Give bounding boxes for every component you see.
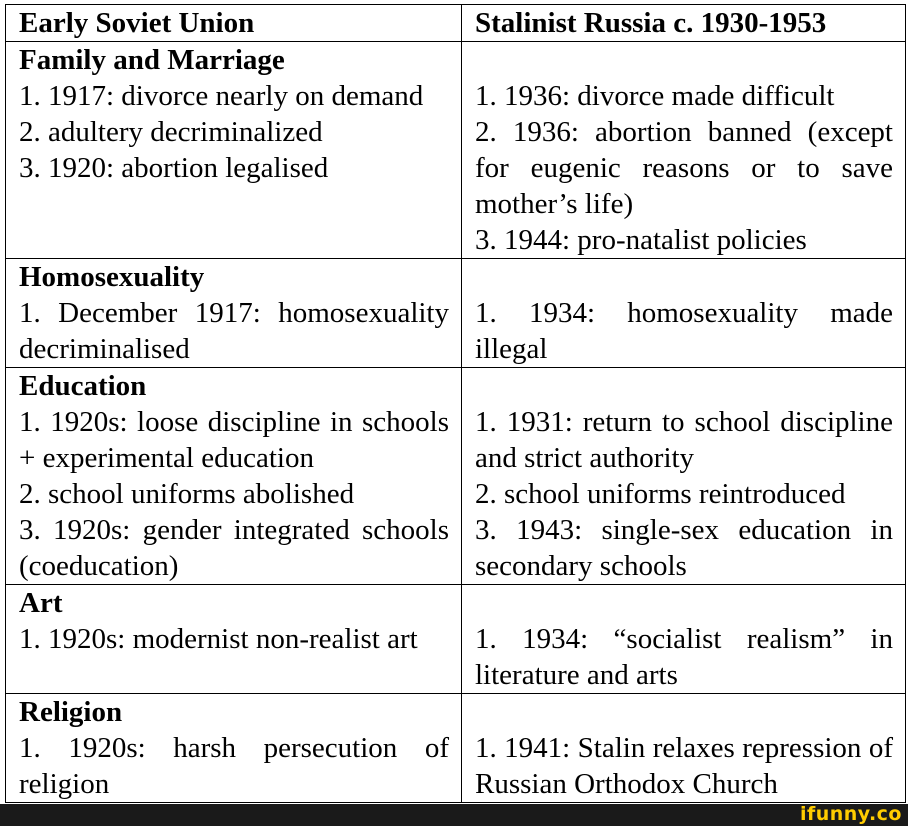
category-label: Art bbox=[19, 587, 63, 619]
table-row-art bbox=[6, 585, 906, 694]
list-item: 1. December 1917: homosexuality decriminalised bbox=[19, 297, 449, 365]
list-item: 2. school uniforms reintroduced bbox=[475, 478, 846, 510]
category-label: Religion bbox=[19, 696, 123, 728]
list-item: 1. 1920s: modernist non-realist art bbox=[19, 623, 418, 655]
header-early-soviet-union: Early Soviet Union bbox=[6, 5, 462, 42]
category-label: Family and Marriage bbox=[19, 44, 285, 76]
list-item: 1. 1941: Stalin relaxes repression of Russian Orthodox Church bbox=[475, 732, 893, 800]
list-item: 3. 1943: single-sex education in secondary schools bbox=[475, 514, 893, 582]
left-cell bbox=[6, 585, 462, 694]
list-item: 2. 1936: abortion banned (except for eugenic reasons or to save mother’s life) bbox=[475, 116, 893, 220]
right-cell bbox=[462, 42, 906, 259]
header-row bbox=[6, 5, 906, 42]
list-item: 1. 1934: “socialist realism” in literature and arts bbox=[475, 623, 893, 691]
list-item: 1. 1931: return to school discipline and strict authority bbox=[475, 406, 893, 474]
table-row-homosexuality bbox=[6, 259, 906, 368]
right-cell bbox=[462, 368, 906, 585]
list-item: 1. 1934: homosexuality made illegal bbox=[475, 297, 893, 365]
list-item: 1. 1920s: loose discipline in schools + experimental education bbox=[19, 406, 449, 474]
comparison-table bbox=[5, 4, 906, 803]
table-row-religion bbox=[6, 694, 906, 803]
left-cell bbox=[6, 259, 462, 368]
category-label: Homosexuality bbox=[19, 261, 205, 293]
right-cell bbox=[462, 259, 906, 368]
category-label: Education bbox=[19, 370, 147, 402]
list-item: 1. 1920s: harsh persecution of religion bbox=[19, 732, 449, 800]
left-cell bbox=[6, 368, 462, 585]
ifunny-watermark: ifunny.co bbox=[799, 803, 902, 825]
footer-bar bbox=[0, 804, 908, 826]
left-cell bbox=[6, 42, 462, 259]
list-item: 3. 1944: pro-natalist policies bbox=[475, 224, 807, 256]
header-stalinist-russia: Stalinist Russia c. 1930-1953 bbox=[462, 5, 906, 42]
list-item: 3. 1920: abortion legalised bbox=[19, 152, 329, 184]
table-row-family-marriage bbox=[6, 42, 906, 259]
table-row-education bbox=[6, 368, 906, 585]
list-item: 1. 1917: divorce nearly on demand bbox=[19, 80, 424, 112]
right-cell bbox=[462, 694, 906, 803]
list-item: 1. 1936: divorce made difficult bbox=[475, 80, 835, 112]
left-cell bbox=[6, 694, 462, 803]
list-item: 3. 1920s: gender integrated schools (coeducation) bbox=[19, 514, 449, 582]
list-item: 2. school uniforms abolished bbox=[19, 478, 355, 510]
list-item: 2. adultery decriminalized bbox=[19, 116, 323, 148]
right-cell bbox=[462, 585, 906, 694]
